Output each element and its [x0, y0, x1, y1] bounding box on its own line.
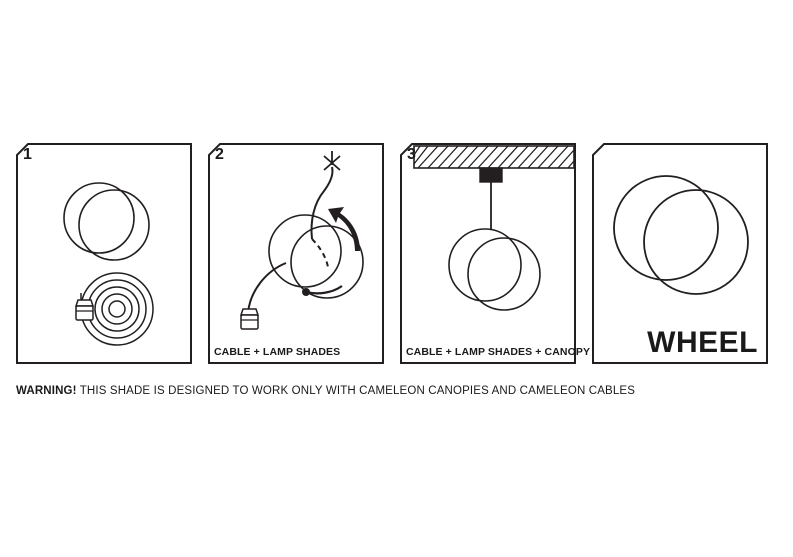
warning-prefix: WARNING!	[16, 385, 77, 397]
product-panel	[592, 143, 768, 364]
step-panel-3	[400, 143, 591, 364]
warning-body: THIS SHADE IS DESIGNED TO WORK ONLY WITH CAMELEON CANOPIES AND CAMELEON CABLES	[76, 385, 636, 397]
step-panels	[16, 143, 776, 371]
step-caption-3: CABLE + LAMP SHADES + CANOPY	[406, 345, 591, 358]
step-panel-1	[16, 143, 192, 364]
lamp-holder-icon	[241, 309, 258, 329]
step-number-1: 1	[23, 146, 33, 163]
product-name: WHEEL	[647, 326, 758, 359]
step-panel-2	[208, 143, 384, 364]
step-number-3: 3	[407, 146, 417, 163]
canopy-icon	[480, 168, 502, 182]
panel-2-illustration	[208, 143, 384, 364]
panel-1-illustration	[16, 143, 192, 364]
warning-text	[16, 385, 635, 399]
ceiling-hatch	[414, 146, 574, 168]
step-number-2: 2	[215, 146, 225, 163]
panel-3-illustration	[400, 143, 576, 364]
step-caption-2: CABLE + LAMP SHADES	[214, 345, 341, 358]
